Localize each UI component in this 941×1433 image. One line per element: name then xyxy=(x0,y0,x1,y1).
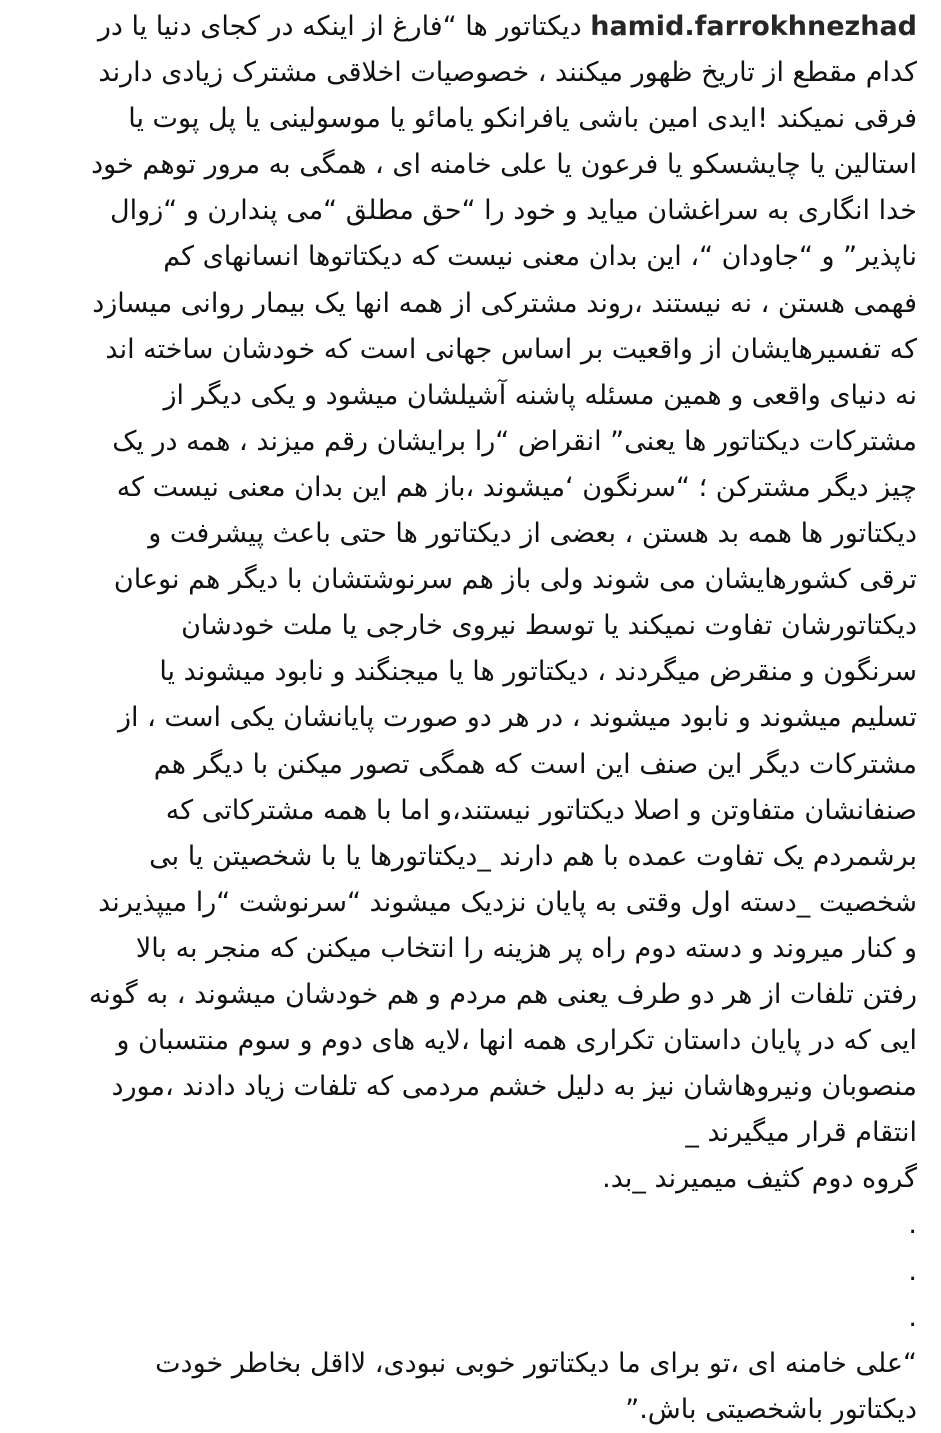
caption-line xyxy=(24,4,917,50)
caption-line: رفتن تلفات از هر دو طرف یعنی هم مردم و هم خودشان میشوند ، به گونه xyxy=(88,978,917,1010)
caption-line: سرنگون و منقرض میگردند ، دیکتاتور ها یا میجنگند و نابود میشوند یا xyxy=(159,656,917,688)
caption-line: دیکتاتور ها همه بد هستن ، بعضی از دیکتاتور ها حتی باعث پیشرفت و xyxy=(148,518,917,550)
caption-line: فهمی هستن ، نه نیستند ،روند مشترکی از همه انها یک بیمار روانی میسازد xyxy=(92,287,917,319)
username-link[interactable]: hamid.farrokhnezhad xyxy=(590,11,917,42)
caption-line: انتقام قرار میگیرند _ xyxy=(685,1117,917,1149)
caption-line: استالین یا چایشسکو یا فرعون یا علی خامنه ای ، همگی به مرور توهم خود xyxy=(91,149,917,181)
caption-dot: . xyxy=(908,1255,917,1287)
caption-line: شخصیت _دسته اول وقتی به پایان نزدیک میشوند “سرنوشت “را میپذیرند xyxy=(98,886,917,918)
caption-line: منصوبان ونیروهاشان نیز به دلیل خشم مردمی که تلفات زیاد دادند ،مورد xyxy=(111,1071,917,1103)
caption-line: خدا انگاری به سراغشان میاید و خود را “حق مطلق “می پندارن و “زوال xyxy=(110,195,917,227)
caption-quote-line: دیکتاتور باشخصیتی باش.” xyxy=(625,1393,917,1425)
caption-line: نه دنیای واقعی و همین مسئله پاشنه آشیلشان میشود و یکی دیگر از xyxy=(163,379,917,411)
caption-dot: . xyxy=(908,1209,917,1241)
caption-line: صنفانشان متفاوتن و اصلا دیکتاتور نیستند،و اما با همه مشترکاتی که xyxy=(165,794,917,826)
caption-line: و کنار میروند و دسته دوم راه پر هزینه را انتخاب میکنن که منجر به بالا xyxy=(135,932,917,964)
caption-line: کدام مقطع از تاریخ ظهور میکنند ، خصوصیات اخلاقی مشترک زیادی دارند xyxy=(98,57,917,89)
caption-line: ترقی کشورهایشان می شوند ولی باز هم سرنوشتشان با دیگر هم نوعان xyxy=(113,564,917,596)
caption-line: تسلیم میشوند و نابود میشوند ، در هر دو صورت پایانشان یکی است ، از xyxy=(117,702,917,734)
caption-line: مشترکات دیکتاتور ها یعنی” انقراض “را برایشان رقم میزند ، همه در یک xyxy=(112,425,917,457)
caption-line: فرقی نمیکند !ایدی امین باشی یافرانکو یامائو یا موسولینی یا پل پوت یا xyxy=(128,103,917,135)
caption-line: ایی که در پایان داستان تکراری همه انها ،لایه های دوم و سوم منتسبان و xyxy=(116,1025,917,1057)
caption-line: ناپذیر” و “جاودان “، این بدان معنی نیست که دیکتاتوها انسانهای کم xyxy=(163,241,917,273)
caption-line: که تفسیرهایشان از واقعیت بر اساس جهانی است که خودشان ساخته اند xyxy=(105,333,917,365)
caption-line: برشمردم یک تفاوت عمده با هم دارند _دیکتاتورها یا با شخصیتن یا بی xyxy=(149,840,917,872)
caption-line: مشترکات دیگر این صنف این است که همگی تصور میکنن با دیگر هم xyxy=(153,748,917,780)
caption-dot: . xyxy=(908,1301,917,1333)
caption-line: چیز دیگر مشترکن ؛ “سرنگون ‘میشوند ،باز هم این بدان معنی نیست که xyxy=(116,471,917,503)
caption-line: گروه دوم کثیف میمیرند _بد. xyxy=(602,1163,917,1195)
post-caption xyxy=(24,4,917,1433)
caption-quote-line: “علی خامنه ای ،تو برای ما دیکتاتور خوبی نبودی، لااقل بخاطر خودت xyxy=(155,1347,917,1379)
caption-line: دیکتاتورشان تفاوت نمیکند یا توسط نیروی خارجی یا ملت خودشان xyxy=(181,610,917,642)
caption-text: دیکتاتور ها “فارغ از اینکه در کجای دنیا یا در xyxy=(97,11,591,42)
